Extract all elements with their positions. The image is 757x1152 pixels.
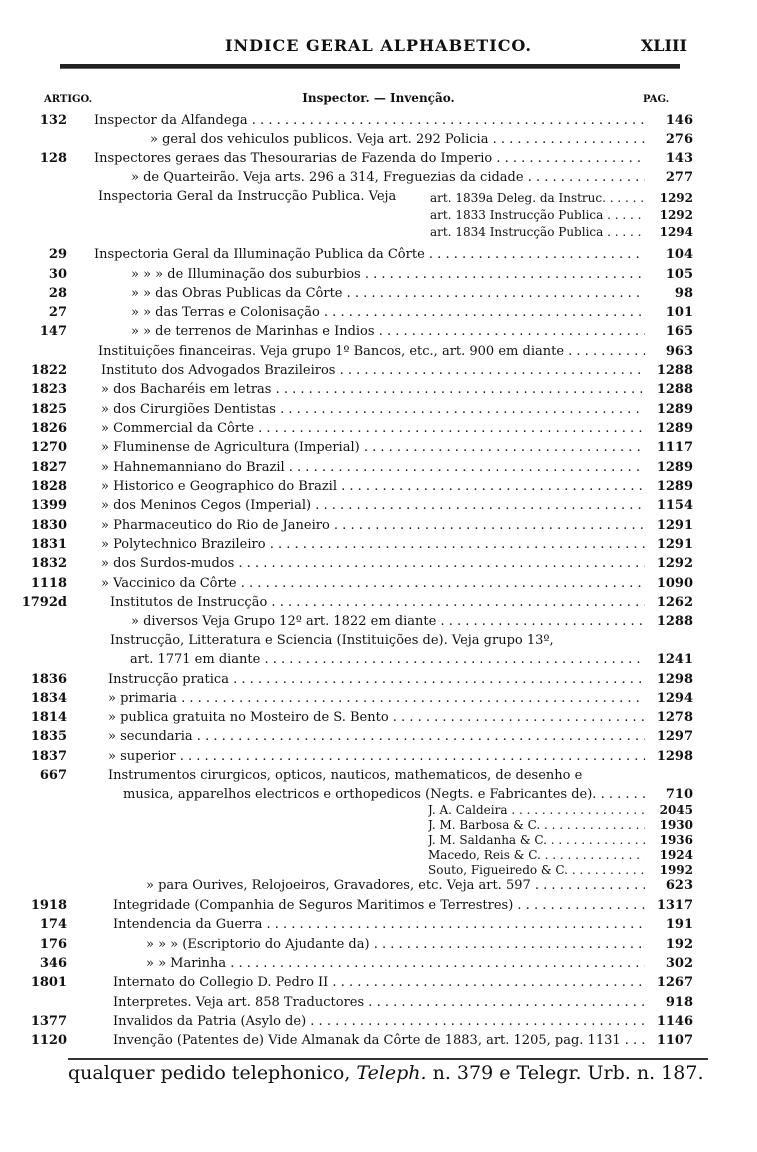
entry-page: 143	[665, 151, 693, 166]
entry-page: 1154	[656, 498, 693, 513]
entry-article: 1830	[30, 518, 67, 533]
footer-text-2: n. 379 e Telegr. Urb. n. 187.	[426, 1062, 704, 1084]
index-entry	[0, 785, 757, 804]
entry-text: » primaria . . .	[108, 689, 645, 708]
entry-page: 276	[665, 132, 693, 147]
reference-text: J. M. Barbosa & C. . . .	[428, 818, 645, 833]
entry-text: » geral dos vehiculos publicos. Veja art. 292 Policia . . .	[150, 130, 645, 149]
entry-article: 174	[39, 917, 67, 932]
index-entry	[0, 516, 757, 535]
entry-text: » dos Surdos-mudos . . .	[101, 554, 645, 573]
entry-article: 667	[39, 768, 67, 783]
index-entry	[0, 612, 757, 631]
entry-text: » Vaccinico da Côrte . . .	[101, 574, 645, 593]
instrumentos-reference	[0, 818, 757, 833]
entry-text: Inspectoria Geral da Illuminação Publica da Côrte . . .	[94, 245, 645, 264]
index-entry	[0, 458, 757, 477]
index-entry	[0, 766, 757, 785]
entry-article: 1918	[30, 898, 67, 913]
entry-page: 1288	[656, 614, 693, 629]
entry-article: 147	[39, 324, 67, 339]
entry-page: 1289	[656, 460, 693, 475]
reference-text: J. A. Caldeira . . .	[428, 803, 645, 818]
column-artigo: ARTIGO.	[44, 94, 93, 105]
entry-article: 1835	[30, 729, 67, 744]
instrumentos-reference	[0, 833, 757, 848]
index-entry	[0, 915, 757, 934]
entry-article: 1120	[30, 1033, 67, 1048]
entry-text: » » Marinha . . .	[146, 954, 645, 973]
entry-page: 918	[665, 995, 693, 1010]
section-heading: Inspector. — Invenção.	[302, 91, 455, 105]
page-number: XLIII	[640, 36, 687, 55]
index-entry	[0, 993, 757, 1012]
entry-page: 1107	[656, 1033, 693, 1048]
index-entry	[0, 631, 757, 650]
entry-page: 101	[665, 305, 693, 320]
index-entry	[0, 400, 757, 419]
footer-teleph: Teleph.	[356, 1062, 427, 1084]
entry-article: 30	[48, 267, 67, 282]
entry-page: 1298	[656, 672, 693, 687]
entry-page: 302	[665, 956, 693, 971]
entry-text: Institutos de Instrucção . . .	[110, 593, 645, 612]
entry-article: 1399	[30, 498, 67, 513]
entry-page: 1267	[656, 975, 693, 990]
instrumentos-reference	[0, 848, 757, 863]
entry-text: Invalidos da Patria (Asylo de) . . .	[113, 1012, 645, 1031]
entry-article: 176	[39, 937, 67, 952]
index-entry	[0, 130, 757, 149]
index-entry	[0, 689, 757, 708]
entry-article: 128	[39, 151, 67, 166]
entry-article: 346	[39, 956, 67, 971]
entry-page: 1289	[656, 421, 693, 436]
entry-page: 1298	[656, 749, 693, 764]
entry-text: » Commercial da Côrte . . .	[101, 419, 645, 438]
entry-page: 1291	[656, 518, 693, 533]
index-entry	[0, 954, 757, 973]
index-entry	[0, 284, 757, 303]
reference-page: 1294	[659, 225, 693, 239]
entry-text: art. 1771 em diante . . .	[130, 650, 645, 669]
header-rule	[60, 64, 680, 69]
entry-text: » Pharmaceutico do Rio de Janeiro . . .	[101, 516, 645, 535]
entry-article: 1828	[30, 479, 67, 494]
index-entry	[0, 896, 757, 915]
index-entry	[0, 477, 757, 496]
entry-page: 1288	[656, 382, 693, 397]
entry-text: Instituto dos Advogados Brazileiros . . .	[101, 361, 645, 380]
entry-text: Inspector da Alfandega . . .	[94, 111, 645, 130]
entry-text: Invenção (Patentes de) Vide Almanak da Côrte de 1883, art. 1205, pag. 1131 . . .	[113, 1031, 645, 1050]
entry-page: 1292	[656, 556, 693, 571]
index-entry	[0, 727, 757, 746]
entry-text: Interpretes. Veja art. 858 Traductores . . .	[113, 993, 645, 1012]
reference-page: 1924	[659, 848, 693, 862]
entry-article: 1825	[30, 402, 67, 417]
index-entry	[0, 342, 757, 361]
entry-article: 1270	[30, 440, 67, 455]
index-entry	[0, 670, 757, 689]
entry-text: » Polytechnico Brazileiro . . .	[101, 535, 645, 554]
entry-article: 28	[48, 286, 67, 301]
entry-text: » Fluminense de Agricultura (Imperial) . . .	[101, 438, 645, 457]
entry-page: 1289	[656, 479, 693, 494]
index-entry	[0, 361, 757, 380]
entry-article: 1832	[30, 556, 67, 571]
entry-text: » Hahnemanniano do Brazil . . .	[101, 458, 645, 477]
index-entry	[0, 574, 757, 593]
entry-page: 1241	[656, 652, 693, 667]
entry-text: » para Ourives, Relojoeiros, Gravadores, etc. Veja art. 597 . . .	[146, 876, 645, 895]
entry-article: 1831	[30, 537, 67, 552]
entry-text: Inspectoria Geral da Instrucção Publica. Veja	[98, 189, 397, 204]
entry-text: Instituições financeiras. Veja grupo 1º Bancos, etc., art. 900 em diante . . .	[98, 342, 645, 361]
entry-article: 1834	[30, 691, 67, 706]
inspectoria-reference	[0, 207, 757, 224]
entry-article: 1837	[30, 749, 67, 764]
entry-text: » » das Terras e Colonisação . . .	[131, 303, 645, 322]
reference-text: J. M. Saldanha & C. . . .	[428, 833, 645, 848]
entry-text: » » de terrenos de Marinhas e Indios . . .	[131, 322, 645, 341]
entry-page: 1294	[656, 691, 693, 706]
entry-article: 1792d	[21, 595, 67, 610]
index-entry	[0, 708, 757, 727]
entry-text: » superior . . .	[108, 747, 645, 766]
entry-page: 105	[665, 267, 693, 282]
entry-page: 192	[665, 937, 693, 952]
index-entry	[0, 747, 757, 766]
entry-text: » secundaria . . .	[108, 727, 645, 746]
inspectoria-reference	[0, 224, 757, 241]
entry-page: 1288	[656, 363, 693, 378]
entry-page: 1117	[656, 440, 693, 455]
entry-page: 710	[665, 787, 693, 802]
reference-page: 2045	[659, 803, 693, 817]
index-entry	[0, 168, 757, 187]
footer-text-1: qualquer pedido telephonico,	[68, 1062, 357, 1084]
instrumentos-reference	[0, 803, 757, 818]
entry-page: 1090	[656, 576, 693, 591]
entry-article: 1836	[30, 672, 67, 687]
entry-page: 1291	[656, 537, 693, 552]
entry-text: » » » (Escriptorio do Ajudante da) . . .	[146, 935, 645, 954]
reference-page: 1992	[659, 863, 693, 877]
entry-article: 1118	[30, 576, 67, 591]
entry-article: 29	[48, 247, 67, 262]
entry-text: Internato do Collegio D. Pedro II . . .	[113, 973, 645, 992]
reference-text: Souto, Figueiredo & C. . . .	[428, 863, 645, 878]
reference-text: art. 1833 Instrucção Publica . . .	[430, 207, 645, 224]
entry-text: » dos Meninos Cegos (Imperial) . . .	[101, 496, 645, 515]
entry-text: Inspectores geraes das Thesourarias de Fazenda do Imperio . . .	[94, 149, 645, 168]
index-entry	[0, 303, 757, 322]
entry-page: 1297	[656, 729, 693, 744]
entry-text: » » » de Illuminação dos suburbios . . .	[131, 265, 645, 284]
index-entry	[0, 322, 757, 341]
entry-text: » dos Bacharéis em letras . . .	[101, 380, 645, 399]
entry-article: 27	[48, 305, 67, 320]
index-entry	[0, 1031, 757, 1050]
entry-text: » » das Obras Publicas da Côrte . . .	[131, 284, 645, 303]
entry-page: 1146	[656, 1014, 693, 1029]
entry-page: 165	[665, 324, 693, 339]
entry-page: 1289	[656, 402, 693, 417]
index-entry	[0, 554, 757, 573]
entry-text: Integridade (Companhia de Seguros Maritimos e Terrestres) . . .	[113, 896, 645, 915]
column-pag: PAG.	[643, 94, 670, 105]
entry-page: 191	[665, 917, 693, 932]
reference-page: 1930	[659, 818, 693, 832]
index-entry	[0, 1012, 757, 1031]
entry-text: Instrucção pratica . . .	[108, 670, 645, 689]
index-entry	[0, 935, 757, 954]
index-entry	[0, 149, 757, 168]
index-entry	[0, 650, 757, 669]
entry-article: 1801	[30, 975, 67, 990]
index-entry	[0, 245, 757, 264]
entry-text: » Historico e Geographico do Brazil . . .	[101, 477, 645, 496]
index-entry	[0, 419, 757, 438]
index-entry	[0, 265, 757, 284]
entry-text: » publica gratuita no Mosteiro de S. Bento . . .	[108, 708, 645, 727]
page-title: INDICE GERAL ALPHABETICO.	[225, 36, 532, 55]
index-entry	[0, 438, 757, 457]
entry-page: 146	[665, 113, 693, 128]
index-entry	[0, 496, 757, 515]
index-entry	[0, 876, 757, 895]
reference-page: 1292	[659, 208, 693, 222]
entry-text: Instrumentos cirurgicos, opticos, nauticos, mathematicos, de desenho e	[108, 768, 583, 783]
entry-page: 277	[665, 170, 693, 185]
entry-text: Instrucção, Litteratura e Sciencia (Instituições de). Veja grupo 13º,	[110, 633, 554, 648]
entry-text: musica, apparelhos electricos e orthopedicos (Negts. e Fabricantes de). . . .	[123, 785, 645, 804]
entry-article: 1377	[30, 1014, 67, 1029]
index-entry	[0, 111, 757, 130]
entry-article: 1823	[30, 382, 67, 397]
entry-article: 1822	[30, 363, 67, 378]
entry-page: 98	[674, 286, 693, 301]
entry-page: 963	[665, 344, 693, 359]
entry-text: Intendencia da Guerra . . .	[113, 915, 645, 934]
entry-article: 1826	[30, 421, 67, 436]
reference-page: 1936	[659, 833, 693, 847]
entry-page: 1278	[656, 710, 693, 725]
index-entry	[0, 973, 757, 992]
reference-text: art. 1839a Deleg. da Instruc. . . .	[430, 190, 645, 207]
inspectoria-reference	[0, 190, 757, 207]
instrumentos-reference	[0, 863, 757, 878]
reference-text: art. 1834 Instrucção Publica . . .	[430, 224, 645, 241]
entry-text: » de Quarteirão. Veja arts. 296 a 314, Freguezias da cidade . . .	[131, 168, 645, 187]
entry-article: 1827	[30, 460, 67, 475]
entry-article: 1814	[30, 710, 67, 725]
reference-text: Macedo, Reis & C. . . .	[428, 848, 645, 863]
reference-page: 1292	[659, 191, 693, 205]
index-entry	[0, 593, 757, 612]
entry-article: 132	[39, 113, 67, 128]
entry-page: 623	[665, 878, 693, 893]
index-entry	[0, 535, 757, 554]
index-entry	[0, 380, 757, 399]
footer-line	[68, 1058, 708, 1084]
entry-page: 1262	[656, 595, 693, 610]
entry-page: 104	[665, 247, 693, 262]
entry-page: 1317	[656, 898, 693, 913]
entry-text: » diversos Veja Grupo 12º art. 1822 em diante . . .	[131, 612, 645, 631]
entry-text: » dos Cirurgiões Dentistas . . .	[101, 400, 645, 419]
